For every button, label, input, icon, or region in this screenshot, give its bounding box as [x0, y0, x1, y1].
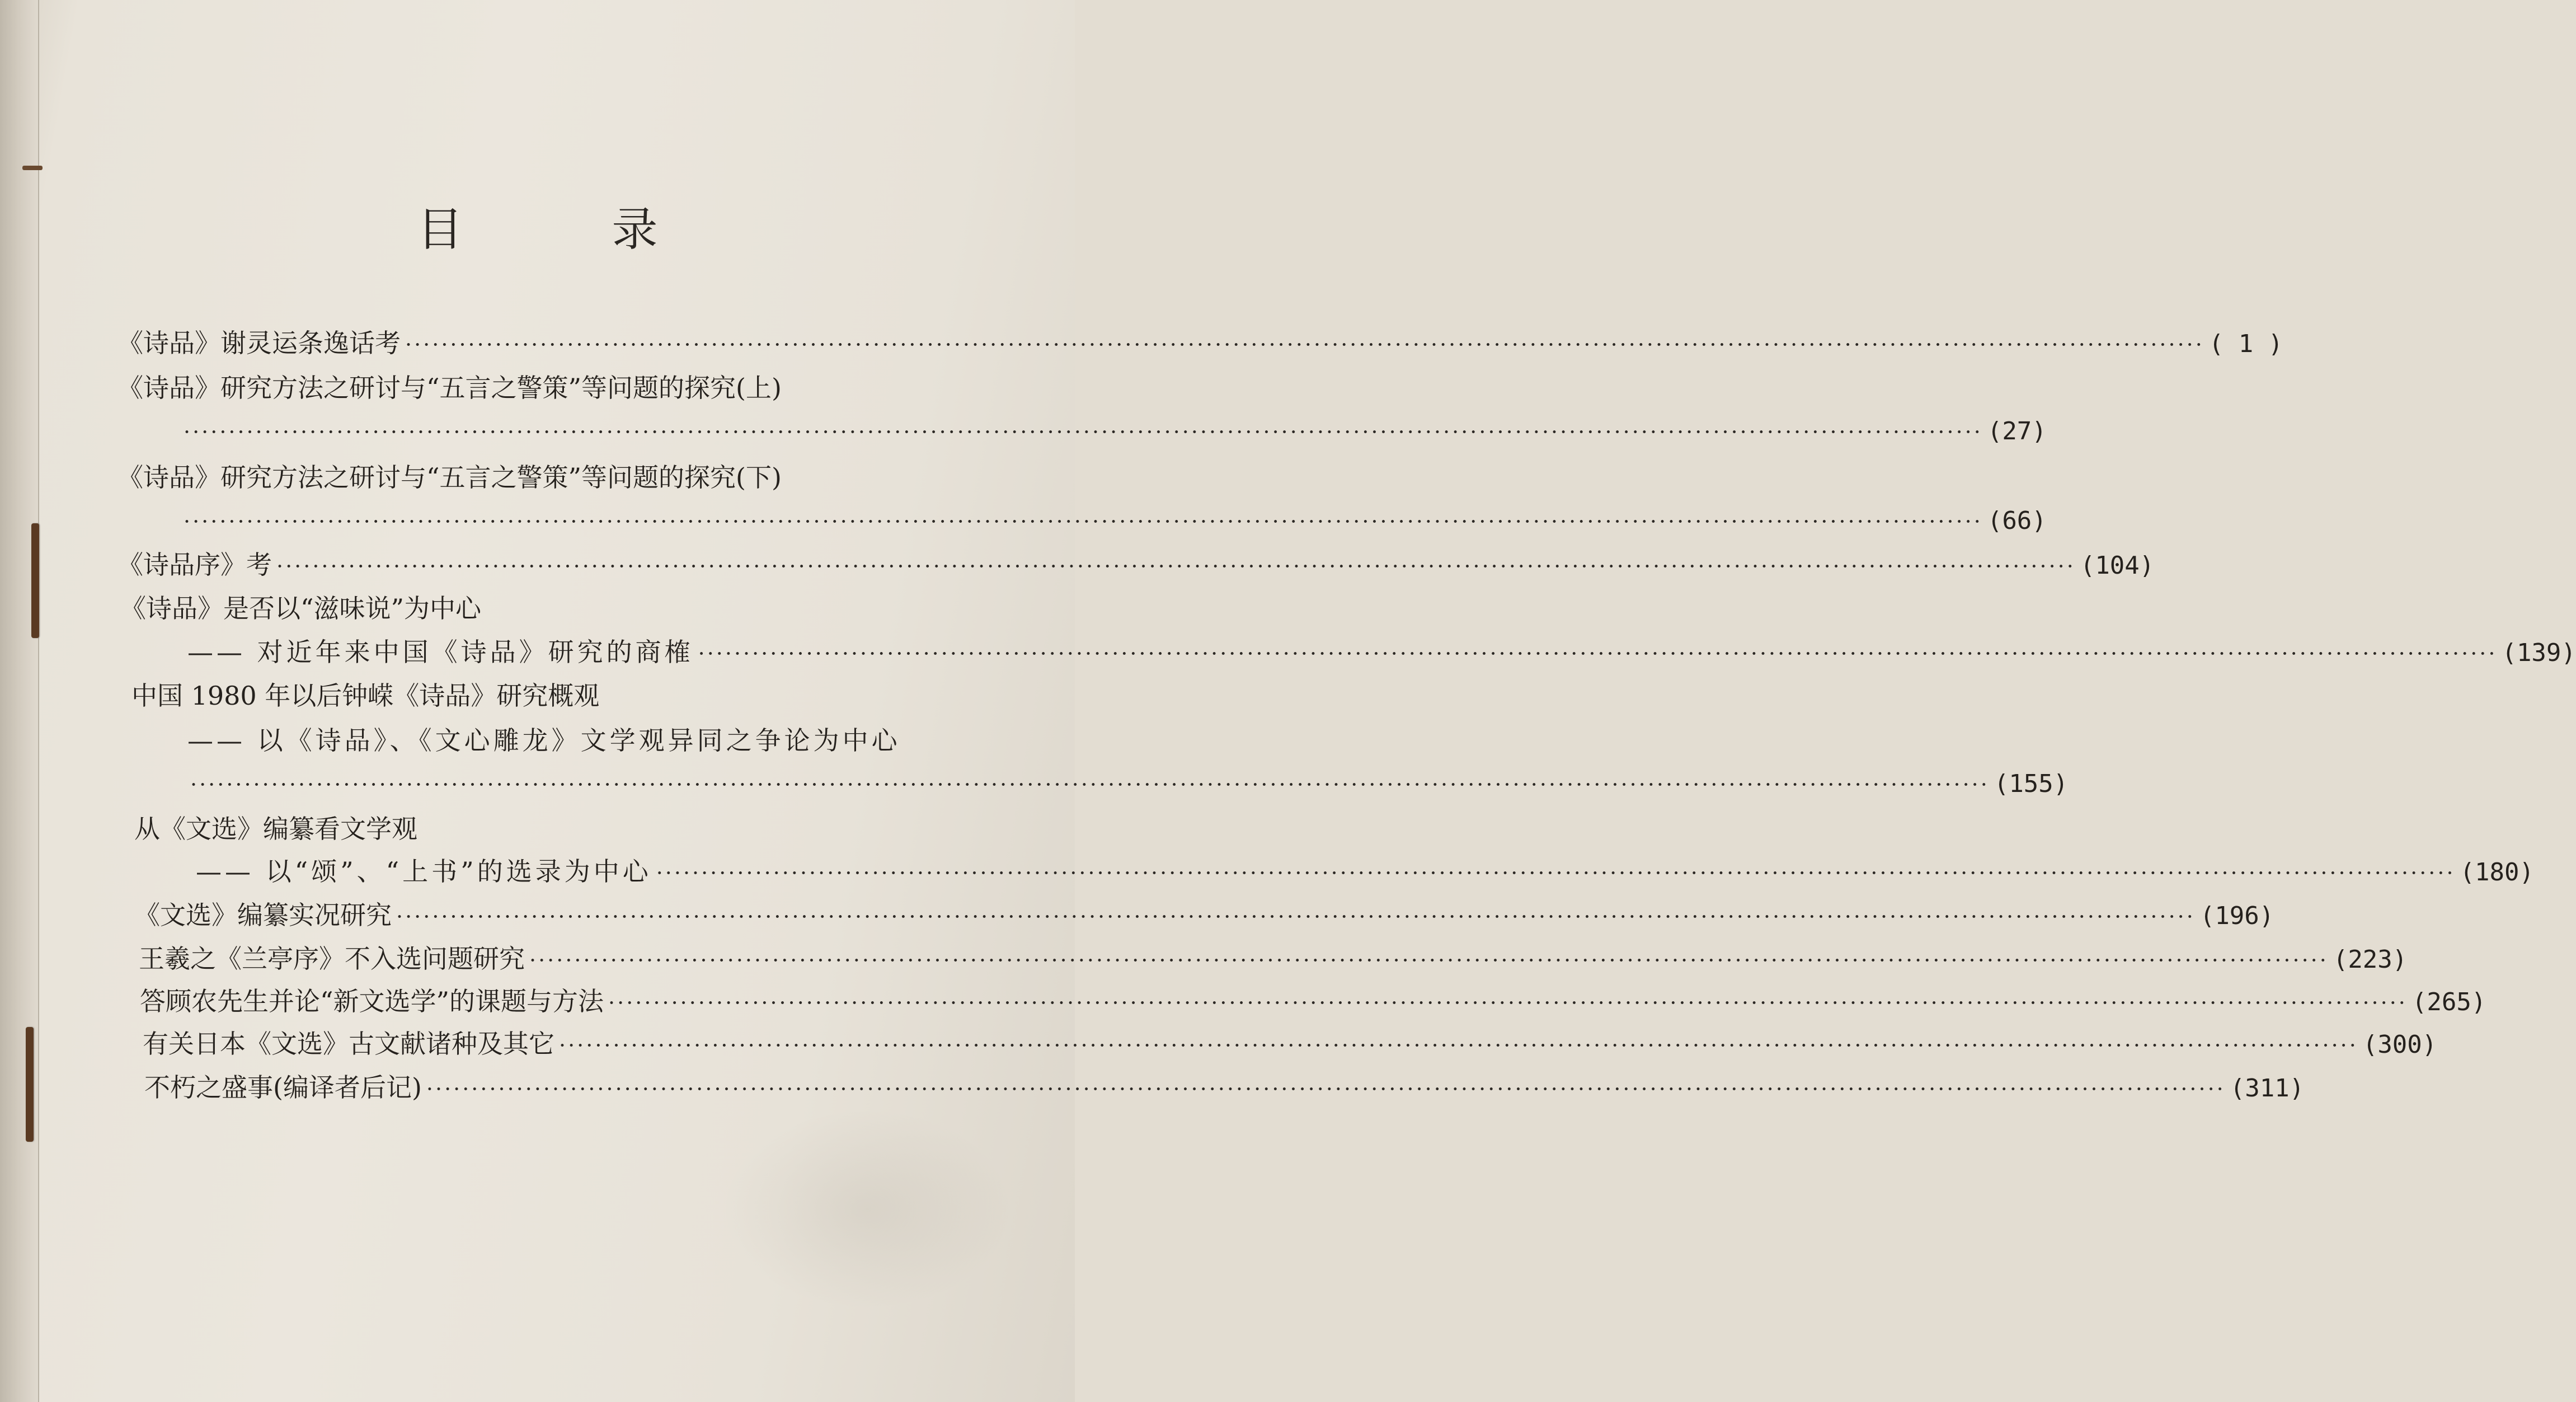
toc-entry-page: (311) [2230, 1074, 2305, 1103]
toc-entry-subtitle [187, 723, 901, 758]
toc-entry-title: 不朽之盛事(编译者后记) [144, 1072, 422, 1103]
toc-entry-subtitle-text: —— 对近年来中国《诗品》研究的商榷 [187, 637, 694, 667]
toc-entry [140, 984, 2486, 1019]
toc-entry-page: (139) [2502, 639, 2576, 667]
dot-leader: ········································································································································································································ [656, 861, 2456, 885]
page-stain [722, 1108, 1013, 1310]
toc-entry-page: (180) [2460, 858, 2534, 887]
toc-entry-title: 王羲之《兰亭序》不入选问题研究 [139, 944, 525, 974]
toc-entry-page: (155) [1994, 770, 2069, 798]
toc-entry-page: (27) [1987, 417, 2047, 446]
toc-entry-title: 从《文选》编纂看文学观 [134, 814, 417, 844]
toc-entry-subtitle-text: —— 以“颂”、“上书”的选录为中心 [196, 856, 652, 887]
toc-entry-page: (223) [2333, 945, 2408, 974]
toc-entry-page: (66) [1987, 507, 2047, 535]
staple [26, 1027, 34, 1142]
toc-entry-subtitle [187, 635, 2576, 669]
toc-entry-title: 《诗品》研究方法之研讨与“五言之警策”等问题的探究(上) [117, 373, 782, 403]
dot-leader: ········································································································································································································ [405, 332, 2204, 357]
toc-entry-title: 中国 1980 年以后钟嵘《诗品》研究概观 [131, 681, 600, 711]
toc-entry-page: (104) [2080, 551, 2155, 580]
dot-leader: ········································································································································································································ [184, 420, 1983, 444]
toc-entry-title: 《诗品》是否以“滋味说”为中心 [120, 593, 482, 623]
toc-entry-subtitle [196, 854, 2534, 889]
dot-leader: ········································································································································································································ [608, 991, 2408, 1015]
toc-entry-title: 《诗品》研究方法之研讨与“五言之警策”等问题的探究(下) [117, 462, 782, 493]
toc-entry-continuation [184, 504, 2047, 538]
toc-entry-continuation [190, 767, 2069, 801]
staple [31, 523, 39, 638]
toc-entry [117, 460, 782, 495]
dot-leader: ········································································································································································································ [184, 509, 1983, 534]
toc-entry [139, 941, 2408, 976]
toc-entry [117, 326, 2283, 360]
toc-entry [120, 591, 481, 626]
page-title: 目 录 [417, 203, 725, 256]
toc-entry-page: (265) [2412, 988, 2486, 1016]
dot-leader: ········································································································································································································ [276, 554, 2076, 579]
toc-entry [117, 547, 2155, 582]
toc-entry-title: 有关日本《文选》古文献诸种及其它 [143, 1029, 554, 1059]
dot-leader: ········································································································································································································ [426, 1077, 2226, 1101]
toc-entry [117, 371, 782, 405]
toc-entry-title: 答顾农先生并论“新文选学”的课题与方法 [140, 986, 604, 1016]
dot-leader: ········································································································································································································ [698, 641, 2498, 666]
page-mark [22, 166, 43, 170]
toc-entry [134, 812, 417, 846]
toc-entry-subtitle-text: —— 以《诗品》、《文心雕龙》文学观异同之争论为中心 [187, 725, 901, 756]
dot-leader: ········································································································································································································ [559, 1033, 2358, 1058]
dot-leader: ········································································································································································································ [396, 904, 2196, 929]
toc-entry [144, 1070, 2305, 1105]
toc-entry [131, 678, 599, 713]
dot-leader: ········································································································································································································ [190, 772, 1990, 797]
toc-entry-continuation [184, 414, 2047, 449]
toc-entry-page: (196) [2199, 902, 2274, 930]
toc-entry [143, 1026, 2437, 1061]
toc-entry-title: 《诗品序》考 [117, 550, 272, 580]
toc-entry-title: 《诗品》谢灵运条逸话考 [117, 328, 401, 358]
dot-leader: ········································································································································································································ [529, 948, 2329, 973]
toc-entry-page: (300) [2362, 1030, 2437, 1059]
toc-entry-page: ( 1 ) [2208, 330, 2283, 358]
toc-entry-title: 《文选》编纂实况研究 [134, 900, 392, 930]
toc-entry [134, 898, 2274, 932]
